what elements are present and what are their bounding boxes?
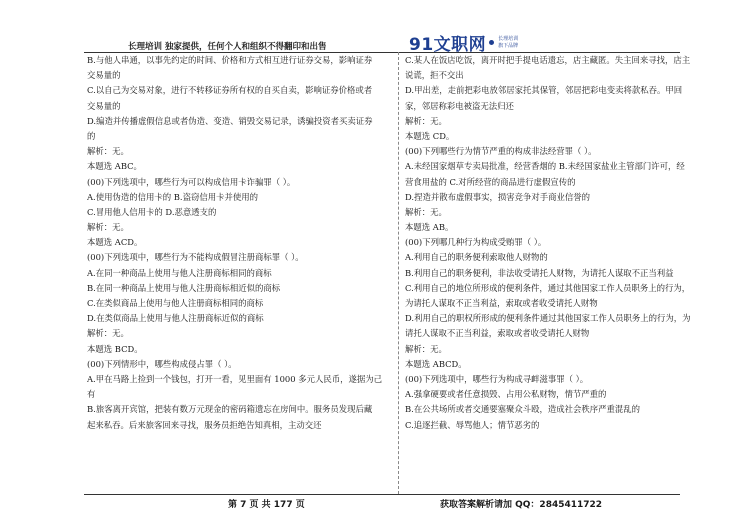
text-line: A.使用伪造的信用卡的 B.盗窃信用卡并使用的 [87, 191, 258, 202]
text-line: D.利用自己的职权所形成的便利条件通过其他国家工作人员职务上的行为，为 [405, 313, 691, 324]
text-line: D.在类似商品上使用与他人注册商标近似的商标 [87, 313, 264, 324]
text-line: B.旅客离开宾馆，把装有数万元现金的密码箱遗忘在房间中。服务员发现后藏 [87, 404, 373, 415]
column-divider [398, 52, 399, 494]
text-line: C.以自己为交易对象，进行不转移证券所有权的自买自卖，影响证券价格或者 [87, 85, 373, 96]
text-line: 解析：无。 [405, 115, 447, 126]
text-line: 解析：无。 [405, 343, 447, 354]
question-line: (00)下列情形中，哪些构成侵占罪（ ）。 [87, 358, 237, 369]
text-line: 解析：无。 [87, 146, 129, 157]
text-line: C.追逐拦截、辱骂他人；情节恶劣的 [405, 419, 540, 430]
logo-tagline [498, 36, 528, 50]
text-line: A.在同一种商品上使用与他人注册商标相同的商标 [87, 267, 272, 278]
text-line: 的 [87, 130, 96, 141]
text-line: 交易量的 [87, 100, 121, 111]
question-line: (00)下列选项中，哪些行为构成寻衅滋事罪（ ）。 [405, 373, 589, 384]
text-line: 本题选 AB。 [405, 222, 454, 233]
page-number: 第 7 页 共 177 页 [228, 500, 305, 510]
text-line: A.利用自己的职务便利索取他人财物的 [405, 252, 548, 263]
text-line: 营食用盐的 C.对所经营的商品进行虚假宣传的 [405, 176, 576, 187]
right-column [405, 53, 715, 433]
text-line: C.某人在饭店吃饭，离开时把手提电话遗忘，店主藏匿。失主回来寻找，店主 [405, 55, 691, 65]
question-line: (00)下列选项中，哪些行为可以构成信用卡诈骗罪（ ）。 [87, 176, 296, 187]
header-notice: 长理培训 独家提供，任何个人和组织不得翻印和出售 [128, 42, 327, 52]
text-line: B.利用自己的职务便利，非法收受请托人财物，为请托人谋取不正当利益 [405, 267, 674, 278]
text-line: C.在类似商品上使用与他人注册商标相同的商标 [87, 298, 264, 308]
question-line: (00)下列哪几种行为构成受贿罪（ ）。 [405, 237, 547, 248]
text-line: 交易量的 [87, 70, 121, 81]
text-line: 解析：无。 [87, 328, 129, 339]
text-line: D.捏造并散布虚假事实，损害竞争对手商业信誉的 [405, 191, 590, 202]
question-line: (00)下列选项中，哪些行为不能构成假冒注册商标罪（ ）。 [87, 252, 304, 263]
text-line: 本题选 CD。 [405, 130, 455, 141]
logo-tag-line-2: 旗下品牌 [498, 42, 519, 49]
contact-info: 获取答案解析请加 QQ：2845411722 [440, 500, 603, 510]
logo-text: 91文职网 [409, 35, 487, 55]
text-line: 解析：无。 [405, 206, 447, 217]
text-line: 起来私吞。后来旅客回来寻找，服务员拒绝告知真相，主动交还 [87, 419, 322, 430]
text-line: 请托人谋取不正当利益，索取或者收受请托人财物 [405, 328, 590, 339]
text-line: 本题选 ACD。 [87, 237, 143, 248]
text-line: 本题选 ABCD。 [405, 358, 467, 369]
text-line: A.甲在马路上捡到一个钱包，打开一看，见里面有 1000 多元人民币，遂据为己 [87, 373, 382, 384]
footer-rule [84, 494, 680, 495]
text-line: 为请托人谋取不正当利益，索取或者收受请托人财物 [405, 298, 598, 308]
text-line: D.编造并传播虚假信息或者伪造、变造、销毁交易记录，诱骗投资者买卖证券 [87, 115, 373, 126]
text-line: B.在公共场所或者交通要塞聚众斗殴，造成社会秩序严重混乱的 [405, 404, 640, 415]
text-line: 有 [87, 389, 96, 400]
text-line: 本题选 ABC。 [87, 161, 142, 172]
text-line: 家，邻居称彩电被盗无法归还 [405, 100, 514, 111]
text-line: B.与他人串通，以事先约定的时间、价格和方式相互进行证券交易，影响证券 [87, 55, 373, 65]
text-line: C.冒用他人信用卡的 D.恶意透支的 [87, 206, 217, 217]
logo-dot-icon [489, 40, 494, 45]
text-line: A.强拿硬要或者任意损毁、占用公私财物，情节严重的 [405, 389, 607, 400]
text-line: 本题选 BCD。 [87, 343, 143, 354]
text-line: A.未经国家烟草专卖局批准，经营香烟的 B.未经国家盐业主管部门许可，经 [405, 161, 685, 172]
question-line: (00)下列哪些行为情节严重的构成非法经营罪（ ）。 [405, 146, 597, 157]
left-column [87, 53, 397, 433]
text-line: 解析：无。 [87, 222, 129, 233]
text-line: B.在同一种商品上使用与他人注册商标相近似的商标 [87, 282, 281, 293]
logo-tag-line-1: 长理培训 [498, 35, 519, 42]
text-line: 说谎，拒不交出 [405, 70, 464, 81]
text-line: D.甲出差，走前把彩电放邻居家托其保管，邻居把彩电变卖将款私吞。甲回 [405, 85, 683, 96]
text-line: C.利用自己的地位所形成的便利条件，通过其他国家工作人员职务上的行为， [405, 282, 691, 293]
